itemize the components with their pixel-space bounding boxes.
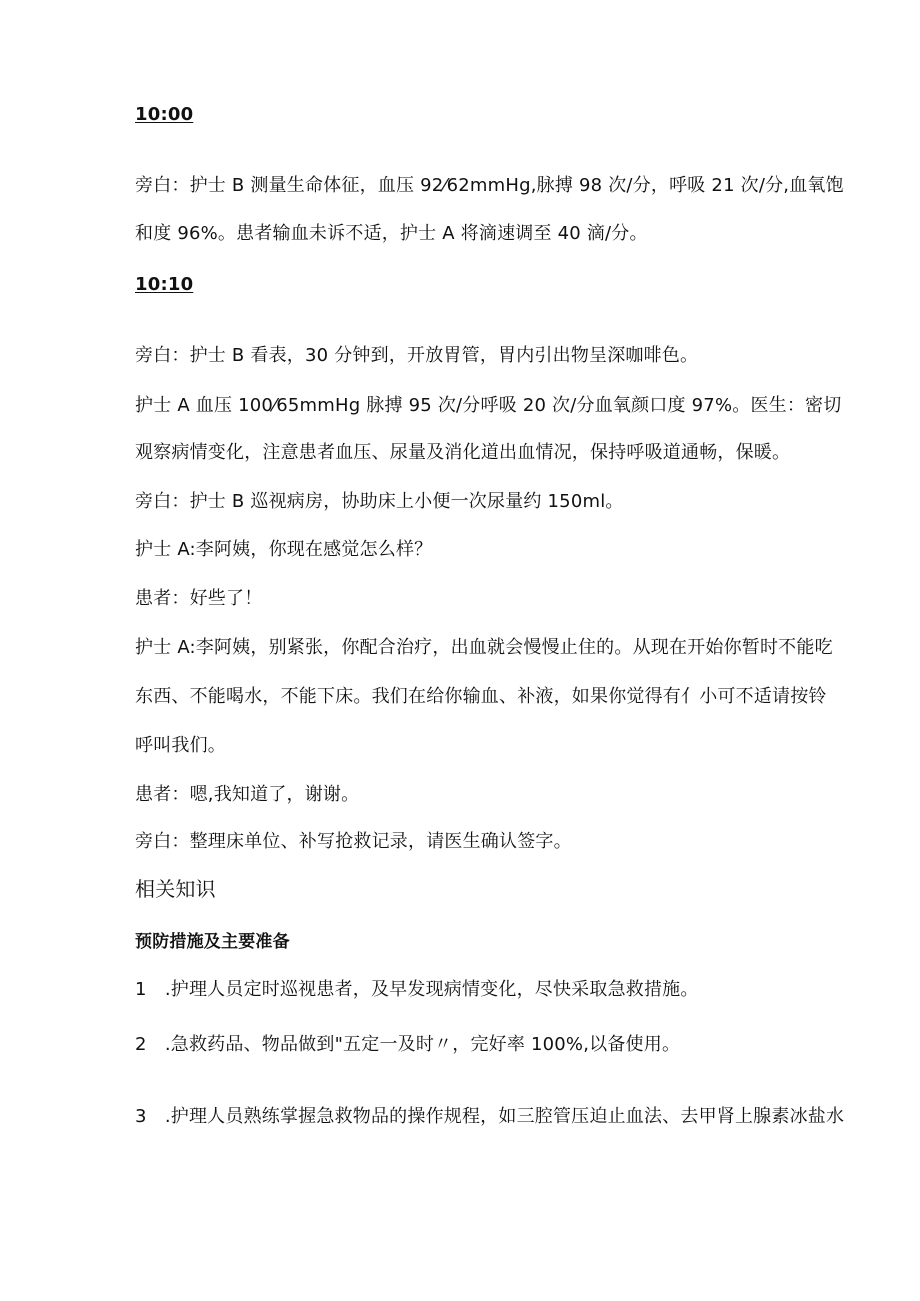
subheading-prevention: 预防措施及主要准备 <box>135 932 290 952</box>
nurse-a-instructions-line-3: 呼叫我们。 <box>135 735 226 756</box>
timestamp-1010: 10:10 <box>135 274 194 295</box>
timestamp-1000: 10:00 <box>135 104 194 125</box>
nurse-a-question: 护士 A:李阿姨，你现在感觉怎么样？ <box>135 539 433 560</box>
list-item: 2 .急救药品、物品做到"五定一及时〃，完好率 100%,以备使用。 <box>135 1034 681 1055</box>
list-item: 1 .护理人员定时巡视患者，及早发现病情变化，尽快采取急救措施。 <box>135 979 699 1000</box>
list-item: 3 .护理人员熟练掌握急救物品的操作规程，如三腔管压迫止血法、去甲肾上腺素冰盐水 <box>135 1106 845 1127</box>
nurse-a-vitals-line-1: 护士 A 血压 100⁄65mmHg 脉搏 95 次/分呼吸 20 次/分血氧颜口度 97%。医生：密切 <box>135 395 842 416</box>
patient-reply-1: 患者：好些了！ <box>135 588 263 609</box>
narration-records: 旁白：整理床单位、补写抢救记录，请医生确认签字。 <box>135 831 572 852</box>
narration-vitals-line-2: 和度 96%。患者输血未诉不适，护士 A 将滴速调至 40 滴/分。 <box>135 223 648 244</box>
nurse-a-instructions-line-2: 东西、不能喝水，不能下床。我们在给你输血、补液，如果你觉得有亻小可不适请按铃 <box>135 686 827 707</box>
narration-ward-round: 旁白：护士 B 巡视病房，协助床上小便一次尿量约 150ml。 <box>135 491 624 512</box>
nurse-a-instructions-line-1: 护士 A:李阿姨，别紧张，你配合治疗，出血就会慢慢止住的。从现在开始你暂时不能吃 <box>135 637 833 658</box>
narration-vitals-line-1: 旁白：护士 B 测量生命体征，血压 92⁄62mmHg,脉搏 98 次/分，呼吸 21 次/分,血氧饱 <box>135 175 844 196</box>
narration-gastric-tube: 旁白：护士 B 看表，30 分钟到，开放胃管，胃内引出物呈深咖啡色。 <box>135 345 699 366</box>
nurse-a-vitals-line-2: 观察病情变化，注意患者血压、尿量及消化道出血情况，保持呼吸道通畅，保暖。 <box>135 442 791 463</box>
section-heading-related-knowledge: 相关知识 <box>135 877 216 901</box>
patient-reply-2: 患者：嗯,我知道了，谢谢。 <box>135 784 360 805</box>
